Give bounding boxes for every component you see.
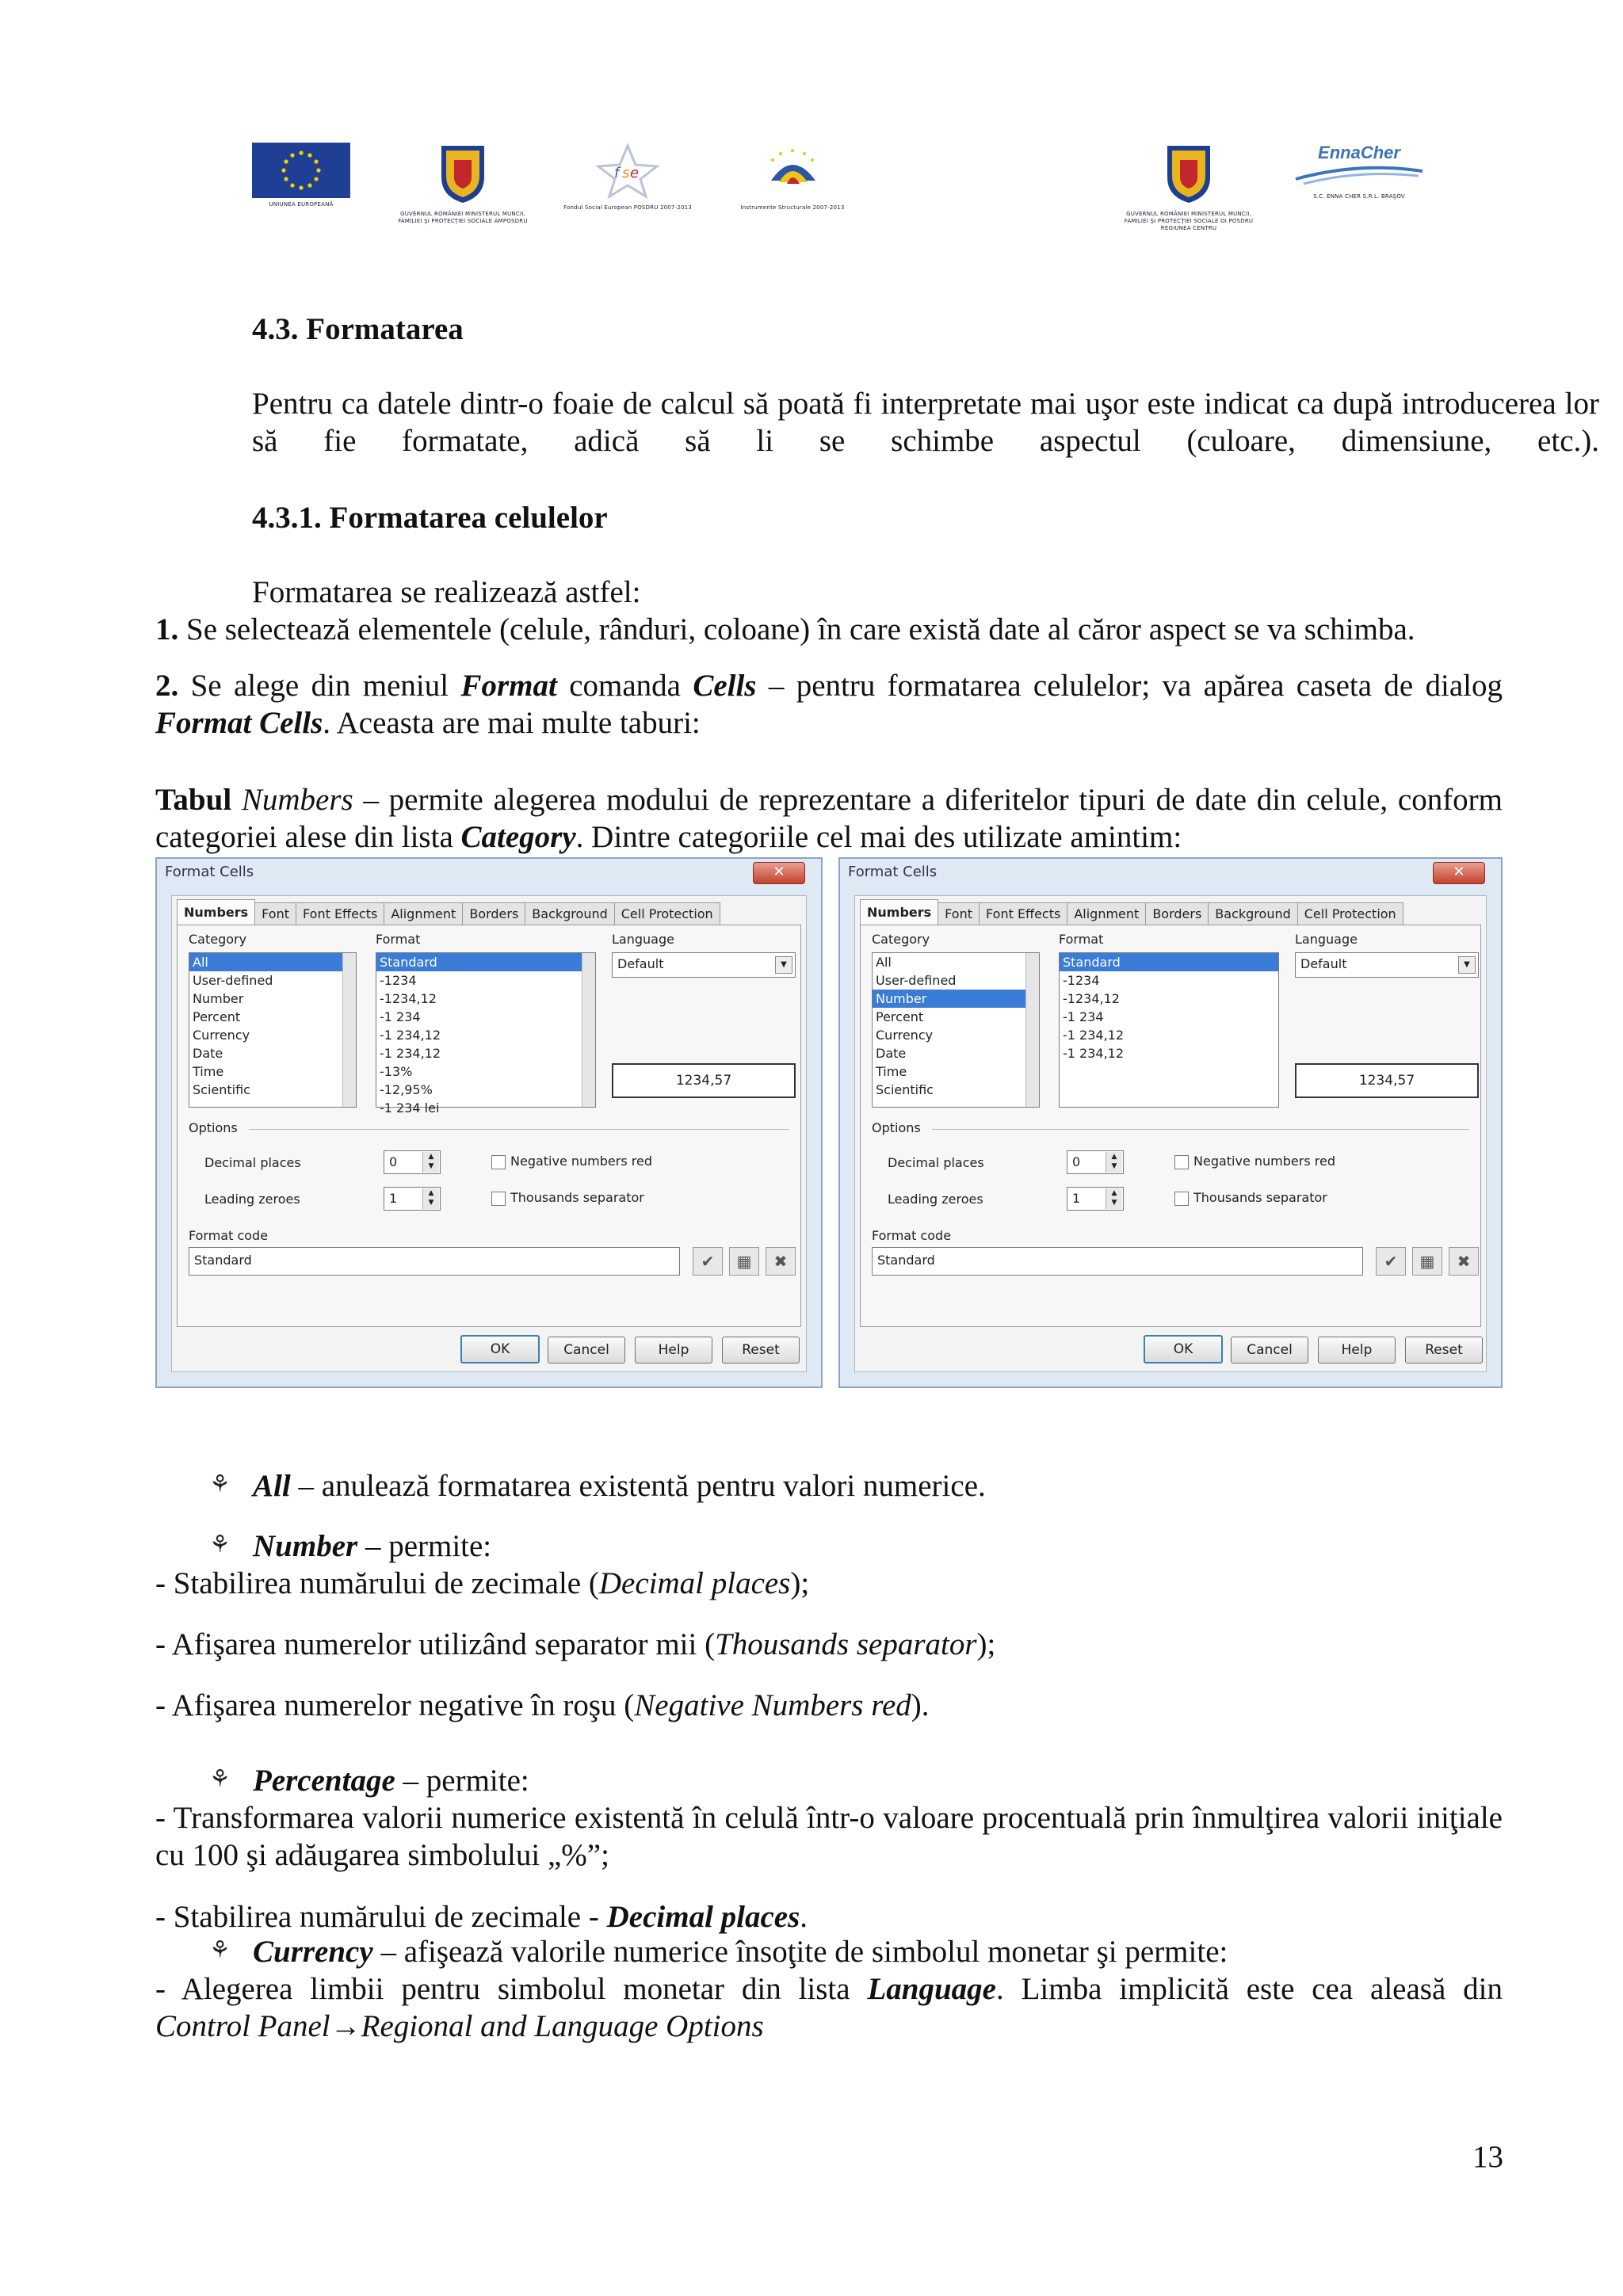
spin-arrows-icon[interactable]: ▲ ▼: [422, 1188, 439, 1209]
format-preview: 1234,57: [1295, 1063, 1479, 1098]
text-part: - Stabilirea numărului de zecimale -: [155, 1900, 607, 1934]
subsection-heading: 4.3.1. Formatarea celulelor: [252, 501, 608, 535]
percentage-term: Percentage: [253, 1764, 395, 1798]
logo-caption: GUVERNUL ROMÂNIEI MINISTERUL MUNCII, FAMILIEI ŞI PROTECŢIEI SOCIALE OI POSDRU REGIUNEA CENTRU: [1124, 211, 1254, 231]
tab-font-effects[interactable]: Font Effects: [979, 902, 1067, 925]
logo-caption: Instrumente Structurale 2007-2013: [740, 204, 845, 211]
leading-zeroes-value: 1: [389, 1191, 398, 1206]
format-cells-term: Format Cells: [155, 706, 323, 740]
step-1: [155, 611, 1503, 648]
romania-crest-logo: [391, 143, 534, 225]
list-item[interactable]: Currency: [193, 1028, 250, 1043]
format-label: Format: [1059, 932, 1104, 947]
list-item[interactable]: User-defined: [193, 973, 273, 988]
cancel-button[interactable]: Cancel: [548, 1337, 625, 1363]
step-1-number: 1.: [155, 612, 179, 646]
decimal-places-stepper[interactable]: [384, 1150, 441, 1174]
text-part: - Afişarea numerelor negative în roşu (: [155, 1688, 635, 1722]
intro-paragraph: [155, 385, 1599, 460]
bullet-icon: ⚘: [209, 1936, 231, 1964]
thousands-separator-checkbox[interactable]: [491, 1190, 644, 1206]
decimal-places-value: 0: [389, 1154, 398, 1169]
help-button[interactable]: Help: [1318, 1337, 1396, 1363]
language-select[interactable]: [612, 952, 796, 978]
text-part: .: [800, 1900, 808, 1934]
coat-of-arms-icon: [438, 143, 487, 204]
spin-arrows-icon[interactable]: ▲ ▼: [1106, 1152, 1122, 1173]
bullet-icon: ⚘: [209, 1531, 231, 1558]
format-menu-term: Format: [460, 669, 557, 703]
tab-bar: [177, 899, 720, 925]
category-list[interactable]: [189, 952, 357, 1108]
currency-term: Currency: [253, 1935, 373, 1969]
currency-item-1-cont: [155, 2008, 1503, 2045]
tab-name: Numbers: [241, 783, 353, 817]
number-item-2: [155, 1626, 1503, 1663]
decimal-places-label: Decimal places: [888, 1155, 984, 1170]
list-item[interactable]: Scientific: [876, 1082, 934, 1097]
list-item[interactable]: User-defined: [876, 973, 957, 988]
ennacher-logo: [1284, 143, 1434, 200]
leading-zeroes-stepper[interactable]: [384, 1187, 441, 1211]
numbers-panel: [860, 925, 1481, 1327]
format-code-label: Format code: [189, 1228, 269, 1243]
list-item[interactable]: -1 234,12: [1063, 1046, 1125, 1061]
tab-font[interactable]: Font: [254, 902, 296, 925]
list-item[interactable]: -1 234,12: [380, 1028, 441, 1043]
chevron-down-icon[interactable]: ▼: [775, 956, 792, 974]
options-label: Options: [872, 1120, 921, 1135]
edit-comment-icon[interactable]: ▦: [1412, 1247, 1442, 1276]
negative-red-label: Negative numbers red: [510, 1154, 652, 1169]
logo-caption: GUVERNUL ROMÂNIEI MINISTERUL MUNCII, FAMILIEI ŞI PROTECŢIEI SOCIALE AMPOSDRU: [398, 211, 528, 224]
bullet-number: [253, 1527, 491, 1565]
number-text: – permite:: [357, 1529, 492, 1563]
language-term: Language: [867, 1972, 996, 2006]
page-number: 13: [1472, 2140, 1503, 2174]
format-cells-dialog-1: [155, 857, 823, 1388]
all-text: – anulează formatarea existentă pentru valori numerice.: [290, 1469, 986, 1503]
list-item[interactable]: Scientific: [193, 1082, 250, 1097]
svg-text:e: e: [630, 165, 640, 181]
text-part: );: [976, 1627, 996, 1661]
reset-button[interactable]: Reset: [722, 1337, 800, 1363]
tab-bar: [860, 899, 1403, 925]
section-heading: 4.3. Formatarea: [252, 312, 464, 346]
format-list[interactable]: [1059, 952, 1279, 1108]
dialog-title: Format Cells: [165, 864, 254, 880]
instrumente-structurale-logo: [721, 143, 864, 212]
step-2: [155, 667, 1503, 742]
checkbox-icon[interactable]: [491, 1155, 506, 1169]
text-part: ).: [911, 1688, 930, 1722]
list-item[interactable]: Date: [193, 1046, 223, 1061]
coat-of-arms-icon: [1164, 143, 1213, 204]
list-item[interactable]: Standard: [1060, 953, 1278, 971]
bullet-icon: ⚘: [209, 1470, 231, 1498]
percentage-item-2: [155, 1898, 1503, 1936]
list-item[interactable]: Standard: [376, 953, 595, 971]
tab-numbers[interactable]: Numbers: [860, 899, 938, 925]
list-item[interactable]: Percent: [876, 1009, 924, 1024]
step-2-text-c: – pentru formatarea celulelor; va apărea caseta de dialog: [768, 669, 1503, 703]
list-item[interactable]: Number: [193, 991, 244, 1006]
instrumente-structurale-icon: [757, 143, 828, 198]
tab-label: Tabul: [155, 783, 232, 817]
list-item[interactable]: -1234,12: [380, 991, 437, 1006]
reset-button[interactable]: Reset: [1405, 1337, 1483, 1363]
check-icon[interactable]: ✔: [1376, 1247, 1406, 1276]
tab-background[interactable]: Background: [525, 902, 614, 925]
ok-button[interactable]: OK: [1144, 1335, 1223, 1363]
close-button[interactable]: ✕: [1433, 862, 1485, 884]
decimal-places-term: Decimal places: [598, 1566, 791, 1600]
close-button[interactable]: ✕: [753, 862, 805, 884]
list-item[interactable]: -1234: [1063, 973, 1100, 988]
number-term: Number: [253, 1529, 358, 1563]
category-term: Category: [460, 820, 576, 854]
fse-star-icon: [592, 143, 663, 198]
bullet-percentage: [253, 1762, 529, 1799]
cells-command-term: Cells: [693, 669, 757, 703]
options-divider: [932, 1129, 1469, 1130]
tab-font[interactable]: Font: [938, 902, 980, 925]
svg-text:s: s: [622, 165, 630, 181]
decimal-places-term: Decimal places: [606, 1900, 800, 1934]
dialog-body: [171, 895, 807, 1372]
fse-logo: [556, 143, 699, 212]
list-item[interactable]: Currency: [876, 1028, 934, 1043]
check-icon[interactable]: ✔: [693, 1247, 723, 1276]
step-2-text-d: . Aceasta are mai multe taburi:: [323, 706, 701, 740]
text-part: - Afişarea numerelor utilizând separator mii (: [155, 1627, 716, 1661]
edit-comment-icon[interactable]: ▦: [729, 1247, 759, 1276]
negative-red-checkbox[interactable]: [491, 1154, 652, 1169]
tab-background[interactable]: Background: [1208, 902, 1297, 925]
language-label: Language: [1295, 932, 1358, 947]
header-logos: [230, 143, 1450, 254]
list-item[interactable]: -13%: [380, 1064, 413, 1079]
step-2-text-a: Se alege din meniul: [190, 669, 449, 703]
list-item[interactable]: Time: [193, 1064, 224, 1079]
step-2-number: 2.: [155, 669, 179, 703]
logo-caption: Fondul Social European POSDRU 2007-2013: [563, 204, 692, 211]
list-item[interactable]: Time: [876, 1064, 907, 1079]
swoosh-icon: [1288, 163, 1430, 187]
currency-text: – afişează valorile numerice însoţite de simbolul monetar şi permite:: [372, 1935, 1228, 1969]
list-item[interactable]: -12,95%: [380, 1082, 433, 1097]
dialog-body: [854, 895, 1487, 1372]
cancel-button[interactable]: Cancel: [1231, 1337, 1308, 1363]
delete-icon[interactable]: ✖: [766, 1247, 796, 1276]
text-part: );: [790, 1566, 810, 1600]
category-label: Category: [189, 932, 247, 947]
tab-numbers[interactable]: Numbers: [177, 899, 255, 925]
numbers-panel: [177, 925, 801, 1327]
list-item[interactable]: -1234: [380, 973, 417, 988]
all-term: All: [253, 1469, 291, 1503]
thousands-separator-label: Thousands separator: [510, 1190, 644, 1205]
leading-zeroes-label: Leading zeroes: [888, 1192, 983, 1207]
thousands-separator-label: Thousands separator: [1193, 1190, 1327, 1205]
tab-alignment[interactable]: Alignment: [1067, 902, 1146, 925]
dialog-title: Format Cells: [848, 864, 938, 880]
list-item[interactable]: Number: [873, 990, 1039, 1008]
logo-caption: UNIUNEA EUROPEANĂ: [269, 201, 334, 208]
format-preview: 1234,57: [612, 1063, 796, 1098]
bullet-currency: [253, 1933, 1228, 1970]
text-part: . Limba implicită este cea aleasă din: [995, 1972, 1503, 2006]
tab-borders[interactable]: Borders: [1145, 902, 1209, 925]
negative-numbers-red-term: Negative Numbers red: [634, 1688, 911, 1722]
percentage-item-1: - Transformarea valorii numerice existentă în celulă într-o valoare procentuală prin înmulţirea valorii iniţiale cu 100 şi adăugarea simbolului „%”;: [155, 1801, 1503, 1872]
category-label: Category: [872, 932, 930, 947]
lead-text: Formatarea se realizează astfel:: [252, 575, 641, 609]
spin-arrows-icon[interactable]: ▲ ▼: [422, 1152, 439, 1173]
negative-red-checkbox[interactable]: [1174, 1154, 1335, 1169]
decimal-places-stepper[interactable]: [1067, 1150, 1124, 1174]
checkbox-icon[interactable]: [491, 1192, 506, 1206]
leading-zeroes-stepper[interactable]: [1067, 1187, 1124, 1211]
format-scrollbar[interactable]: [582, 953, 595, 1107]
text-part: - Alegerea limbii pentru simbolul monetar din lista: [155, 1972, 868, 2006]
help-button[interactable]: Help: [635, 1337, 712, 1363]
ok-button[interactable]: OK: [460, 1335, 540, 1363]
language-value: Default: [617, 956, 664, 971]
options-label: Options: [189, 1120, 238, 1135]
control-panel-path: Control Panel→Regional and Language Options: [155, 2009, 764, 2043]
category-scrollbar[interactable]: [342, 953, 356, 1107]
bullet-icon: ⚘: [209, 1765, 231, 1793]
spin-arrows-icon[interactable]: ▲ ▼: [1106, 1188, 1122, 1209]
tab-font-effects[interactable]: Font Effects: [296, 902, 384, 925]
eu-flag-logo: [230, 143, 372, 208]
category-scrollbar[interactable]: [1025, 953, 1039, 1107]
format-label: Format: [376, 932, 421, 947]
list-item[interactable]: -1234,12: [1063, 991, 1120, 1006]
options-divider: [249, 1129, 789, 1130]
list-item[interactable]: -1 234: [380, 1009, 421, 1024]
list-item[interactable]: -1 234 lei: [380, 1100, 440, 1116]
thousands-separator-term: Thousands separator: [715, 1627, 977, 1661]
checkbox-icon[interactable]: [1174, 1192, 1189, 1206]
text-part: - Stabilirea numărului de zecimale (: [155, 1566, 599, 1600]
chevron-down-icon[interactable]: ▼: [1458, 956, 1476, 974]
language-value: Default: [1300, 956, 1347, 971]
romania-crest-logo-2: [1117, 143, 1260, 232]
format-code-input[interactable]: Standard: [189, 1247, 680, 1276]
category-list[interactable]: [872, 952, 1040, 1108]
language-select[interactable]: [1295, 952, 1479, 978]
format-code-label: Format code: [872, 1228, 952, 1243]
tab-cell-protection[interactable]: Cell Protection: [614, 902, 720, 925]
tab-text: – permite alegerea modului de reprezentare a diferitelor tipuri de date din celule, conform categoriei alese din lista: [155, 783, 1503, 854]
decimal-places-value: 0: [1072, 1154, 1081, 1169]
list-item[interactable]: Date: [876, 1046, 907, 1061]
list-item[interactable]: -1 234,12: [1063, 1028, 1125, 1043]
list-item[interactable]: Percent: [193, 1009, 241, 1024]
negative-red-label: Negative numbers red: [1193, 1154, 1335, 1169]
bullet-all: [253, 1467, 986, 1505]
checkbox-icon[interactable]: [1174, 1155, 1189, 1169]
intro-text: Pentru ca datele dintr-o foaie de calcul să poată fi interpretate mai uşor este indicat ca după introducerea lor să fie formatate, adică să li se schimbe aspectul (culoare, dimensiune, etc.).: [252, 387, 1599, 458]
step-1-text: Se selectează elementele (celule, rânduri, coloane) în care există date al căror aspect se va schimba.: [186, 612, 1415, 646]
format-list[interactable]: [376, 952, 596, 1116]
number-item-1: [155, 1565, 1503, 1602]
tab-cell-protection[interactable]: Cell Protection: [1297, 902, 1403, 925]
leading-zeroes-value: 1: [1072, 1191, 1081, 1206]
leading-zeroes-label: Leading zeroes: [204, 1192, 300, 1207]
percentage-text: – permite:: [395, 1764, 529, 1798]
svg-text:f: f: [614, 165, 620, 181]
list-item[interactable]: -1 234,12: [380, 1046, 441, 1061]
tab-numbers-paragraph: [155, 781, 1503, 856]
logo-caption: S.C. ENNA CHER S.R.L. BRAŞOV: [1313, 193, 1405, 200]
format-code-input[interactable]: Standard: [872, 1247, 1363, 1276]
eu-flag-icon: [252, 143, 350, 198]
list-item[interactable]: -1 234: [1063, 1009, 1104, 1024]
ennacher-wordmark: EnnaCher: [1318, 143, 1400, 162]
number-item-3: [155, 1687, 1503, 1724]
decimal-places-label: Decimal places: [204, 1155, 301, 1170]
tab-alignment[interactable]: Alignment: [384, 902, 463, 925]
step-2-text-b: comanda: [569, 669, 681, 703]
format-cells-dialog-2: [838, 857, 1503, 1388]
language-label: Language: [612, 932, 674, 947]
thousands-separator-checkbox[interactable]: [1174, 1190, 1327, 1206]
delete-icon[interactable]: ✖: [1449, 1247, 1479, 1276]
tab-tail: . Dintre categoriile cel mai des utilizate amintim:: [575, 820, 1182, 854]
list-item[interactable]: All: [876, 955, 892, 970]
currency-item-1: [155, 1970, 1503, 2008]
list-item[interactable]: All: [189, 953, 356, 971]
tab-borders[interactable]: Borders: [462, 902, 525, 925]
